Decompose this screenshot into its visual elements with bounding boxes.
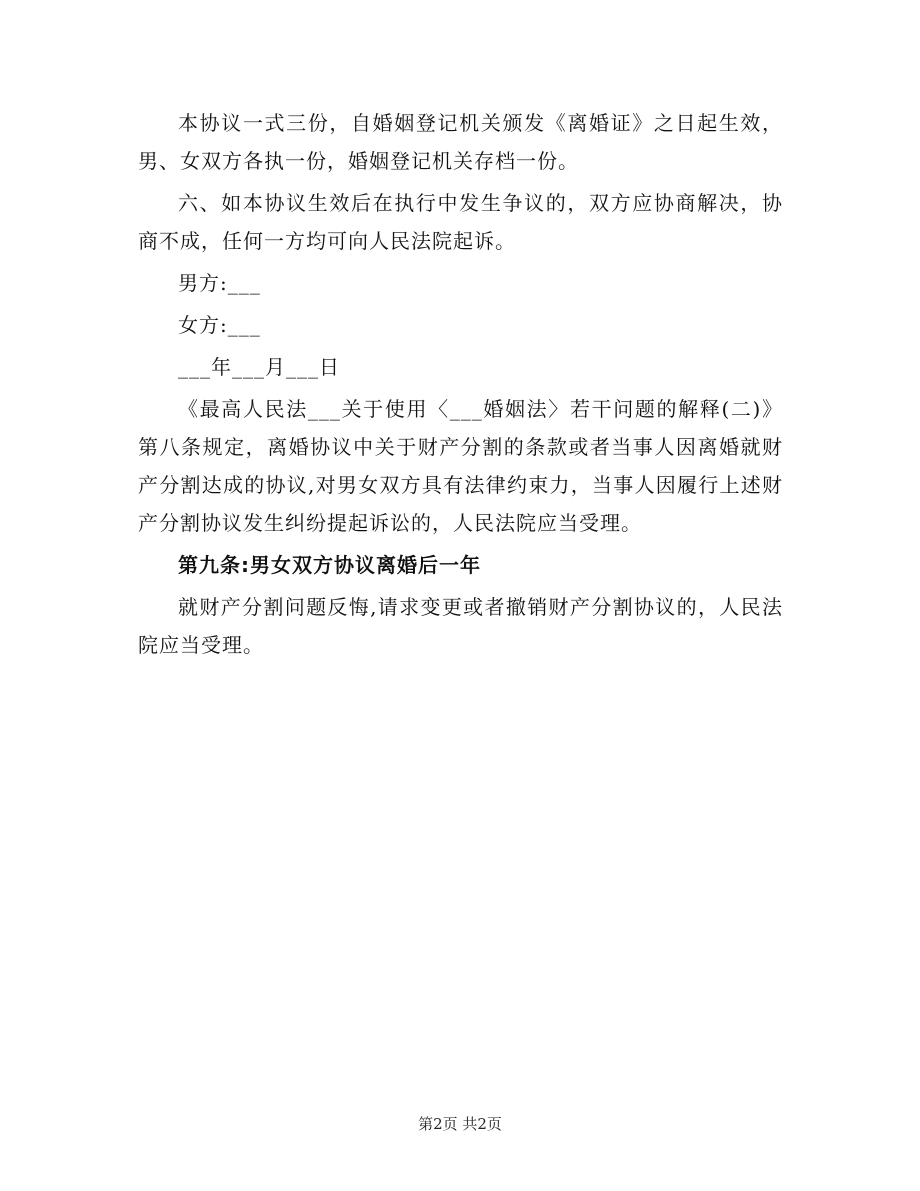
paragraph-interpretation: 《最高人民法___关于使用〈___婚姻法〉若干问题的解释(二)》第八条规定，离婚协议中关于财产分割的条款或者当事人因离婚就财产分割达成的协议,对男女双方具有法律约束力，当事人因履行上述财产分割协议发生纠纷提起诉讼的，人民法院应当受理。 [138, 397, 783, 535]
document-body [138, 104, 783, 668]
paragraph-dispute-resolution: 六、如本协议生效后在执行中发生争议的，双方应协商解决，协商不成，任何一方均可向人民法院起诉。 [138, 191, 783, 253]
page-number-footer: 第2页 共2页 [418, 1115, 502, 1133]
article-heading: 第九条:男女双方协议离婚后一年 [178, 553, 481, 577]
paragraph-article-body: 就财产分割问题反悔,请求变更或者撤销财产分割协议的，人民法院应当受理。 [138, 595, 783, 657]
signature-female: 女方:___ [178, 313, 261, 337]
paragraph-effectiveness: 本协议一式三份，自婚姻登记机关颁发《离婚证》之日起生效，男、女双方各执一份，婚姻登记机关存档一份。 [138, 111, 783, 173]
signature-date: ___年___月___日 [178, 355, 340, 379]
signature-male: 男方:___ [178, 271, 261, 295]
